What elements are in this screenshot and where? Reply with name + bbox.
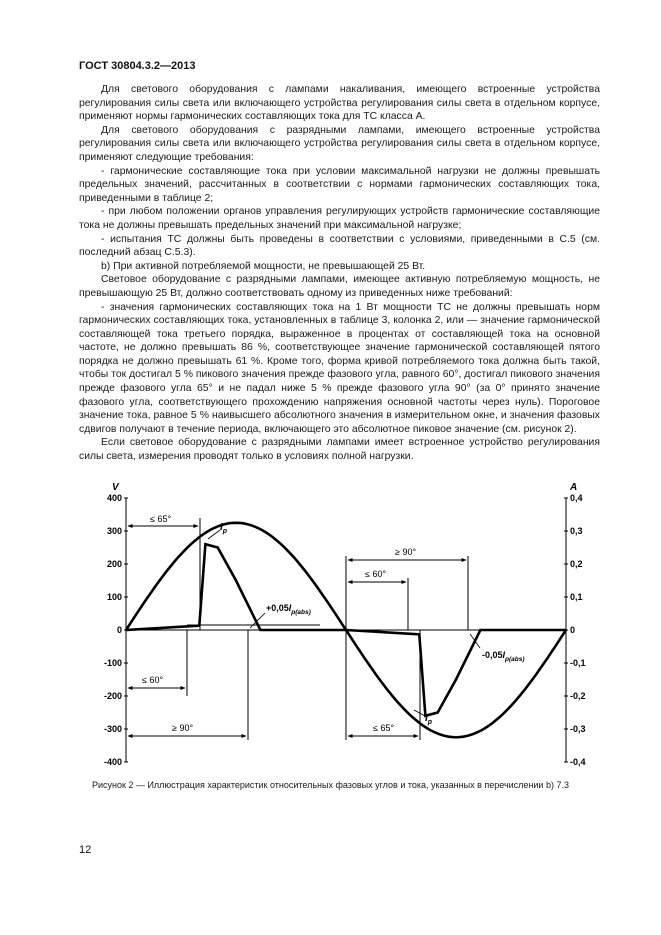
left-tick-label: -200 [103, 691, 122, 701]
neg-threshold-label [482, 650, 525, 663]
neg-threshold-I: I [502, 650, 506, 660]
right-tick-labels [564, 493, 586, 767]
paragraph-8: - значения гармонических составляющих тока на 1 Вт мощности ТС не должны превышать норм гармонических составляющих тока, установленных в таблице 3, колонка 2, или — значение гармонической составляющей тока третьего порядка, выраженное в процентах от составляющей тока на основной частоте, не должно превышать 86 %, соответствующее значение гармонической составляющей пятого порядка не должно превышать 61 %. Кроме того, форма кривой потребляемого тока должна быть такой, чтобы ток достигал 5 % пикового значения прежде фазового угла, равного 60°, достигал пикового значения прежде фазового угла 65° и не падал ниже 5 % прежде фазового угла 90° (за 0° принято значение фазового угла, соответствующего прохождению напряжения основной частоты через нуль). Пороговое значение тока, равное 5 % наивысшего абсолютного значения в измерительном окне, и значения фазовых сдвигов получают в течение периода, включающего это абсолютное пиковое значение (см. рисунок 2). [79, 301, 600, 435]
left-tick-label: 400 [106, 493, 122, 503]
dim-label-le65-bottom: ≤ 65° [373, 723, 395, 733]
ip-label-positive-main: I [220, 522, 223, 533]
left-tick-label: -300 [103, 724, 122, 734]
neg-threshold-sub: p(abs) [505, 656, 525, 663]
left-tick-label: 200 [106, 559, 122, 569]
paragraph-6: b) При активной потребляемой мощности, не превышающей 25 Вт. [101, 260, 426, 272]
dim-label-ge90-right: ≥ 90° [395, 547, 417, 557]
right-tick-label: 0 [570, 625, 576, 635]
standard-header: ГОСТ 30804.3.2—2013 [79, 60, 196, 72]
paragraph-1: Для светового оборудования с лампами накаливания, имеющего встроенные устройства регулирования силы света или включающего устройства регулирования силы света в отдельном корпусе, применяют нормы гармонических составляющих тока для ТС класса А. [79, 84, 600, 123]
dim-label-le65-top: ≤ 65° [150, 514, 172, 524]
left-tick-labels [104, 493, 128, 767]
left-tick-label: 0 [116, 625, 122, 635]
right-tick-label: 0,3 [570, 526, 583, 536]
paragraph-4: - при любом положении органов управления регулирующих устройств гармонические составляющие тока не должны превышать предельных значений при максимальной нагрузке; [79, 206, 600, 231]
left-tick-label: 100 [106, 592, 122, 602]
left-tick-label: -400 [103, 757, 122, 767]
pos-threshold-sub: p(abs) [291, 609, 311, 616]
right-axis-unit: A [570, 482, 578, 493]
ip-label-negative-main: I [425, 713, 428, 724]
paragraph-3: - гармонические составляющие тока при условии максимальной нагрузки не должны превышать предельных значений, рассчитанных в соответствии с нормами гармонических составляющих тока, приведенными в таблице 2; [79, 165, 600, 204]
left-tick-label: -100 [103, 658, 122, 668]
right-tick-label: 0,1 [570, 592, 583, 602]
page-number: 12 [79, 844, 92, 856]
figure-caption: Рисунок 2 — Иллюстрация характеристик относительных фазовых углов и тока, указанных в перечислении b) 7.3 [92, 780, 569, 790]
paragraph-2: Для светового оборудования с разрядными лампами, имеющего встроенные устройства регулирования силы света или включающего устройства регулирования силы света в отдельном корпусе, применяют следующие требования: [79, 124, 600, 163]
dim-label-ge90-left: ≥ 90° [172, 723, 194, 733]
dim-label-le60-right: ≤ 60° [365, 569, 387, 579]
paragraph-5: - испытания ТС должны быть проведены в соответствии с условиями, приведенными в С.5 (см. последний абзац С.5.3). [79, 233, 600, 259]
left-tick-label: 300 [106, 526, 122, 536]
ip-label-negative-sub: p [427, 719, 433, 726]
right-tick-label: -0,1 [570, 658, 586, 668]
right-tick-label: -0,3 [570, 724, 586, 734]
paragraph-9: Если световое оборудование с разрядными лампами имеет встроенное устройство регулирования силы света, измерения проводят только в условиях полной нагрузки. [79, 437, 600, 463]
ip-label-positive-sub: p [222, 528, 228, 535]
right-tick-label: -0,4 [570, 757, 586, 767]
pos-threshold-I: I [288, 603, 292, 613]
right-tick-label: -0,2 [570, 691, 586, 701]
figure-2 [90, 478, 590, 773]
dim-label-le60-left: ≤ 60° [142, 675, 164, 685]
right-tick-label: 0,2 [570, 559, 583, 569]
phase-angle-chart [90, 478, 590, 768]
body-text [79, 83, 600, 464]
right-tick-label: 0,4 [570, 493, 583, 503]
left-axis-unit: V [112, 482, 119, 493]
pos-threshold-value: +0,05 [266, 603, 289, 613]
pos-threshold-label [266, 603, 311, 616]
neg-threshold-value: -0,05 [482, 650, 503, 660]
paragraph-7: Световое оборудование с разрядными лампами, имеющее активную потребляемую мощность, не превышающую 25 Вт, должно соответствовать одному из приведенных ниже требований: [79, 274, 600, 299]
